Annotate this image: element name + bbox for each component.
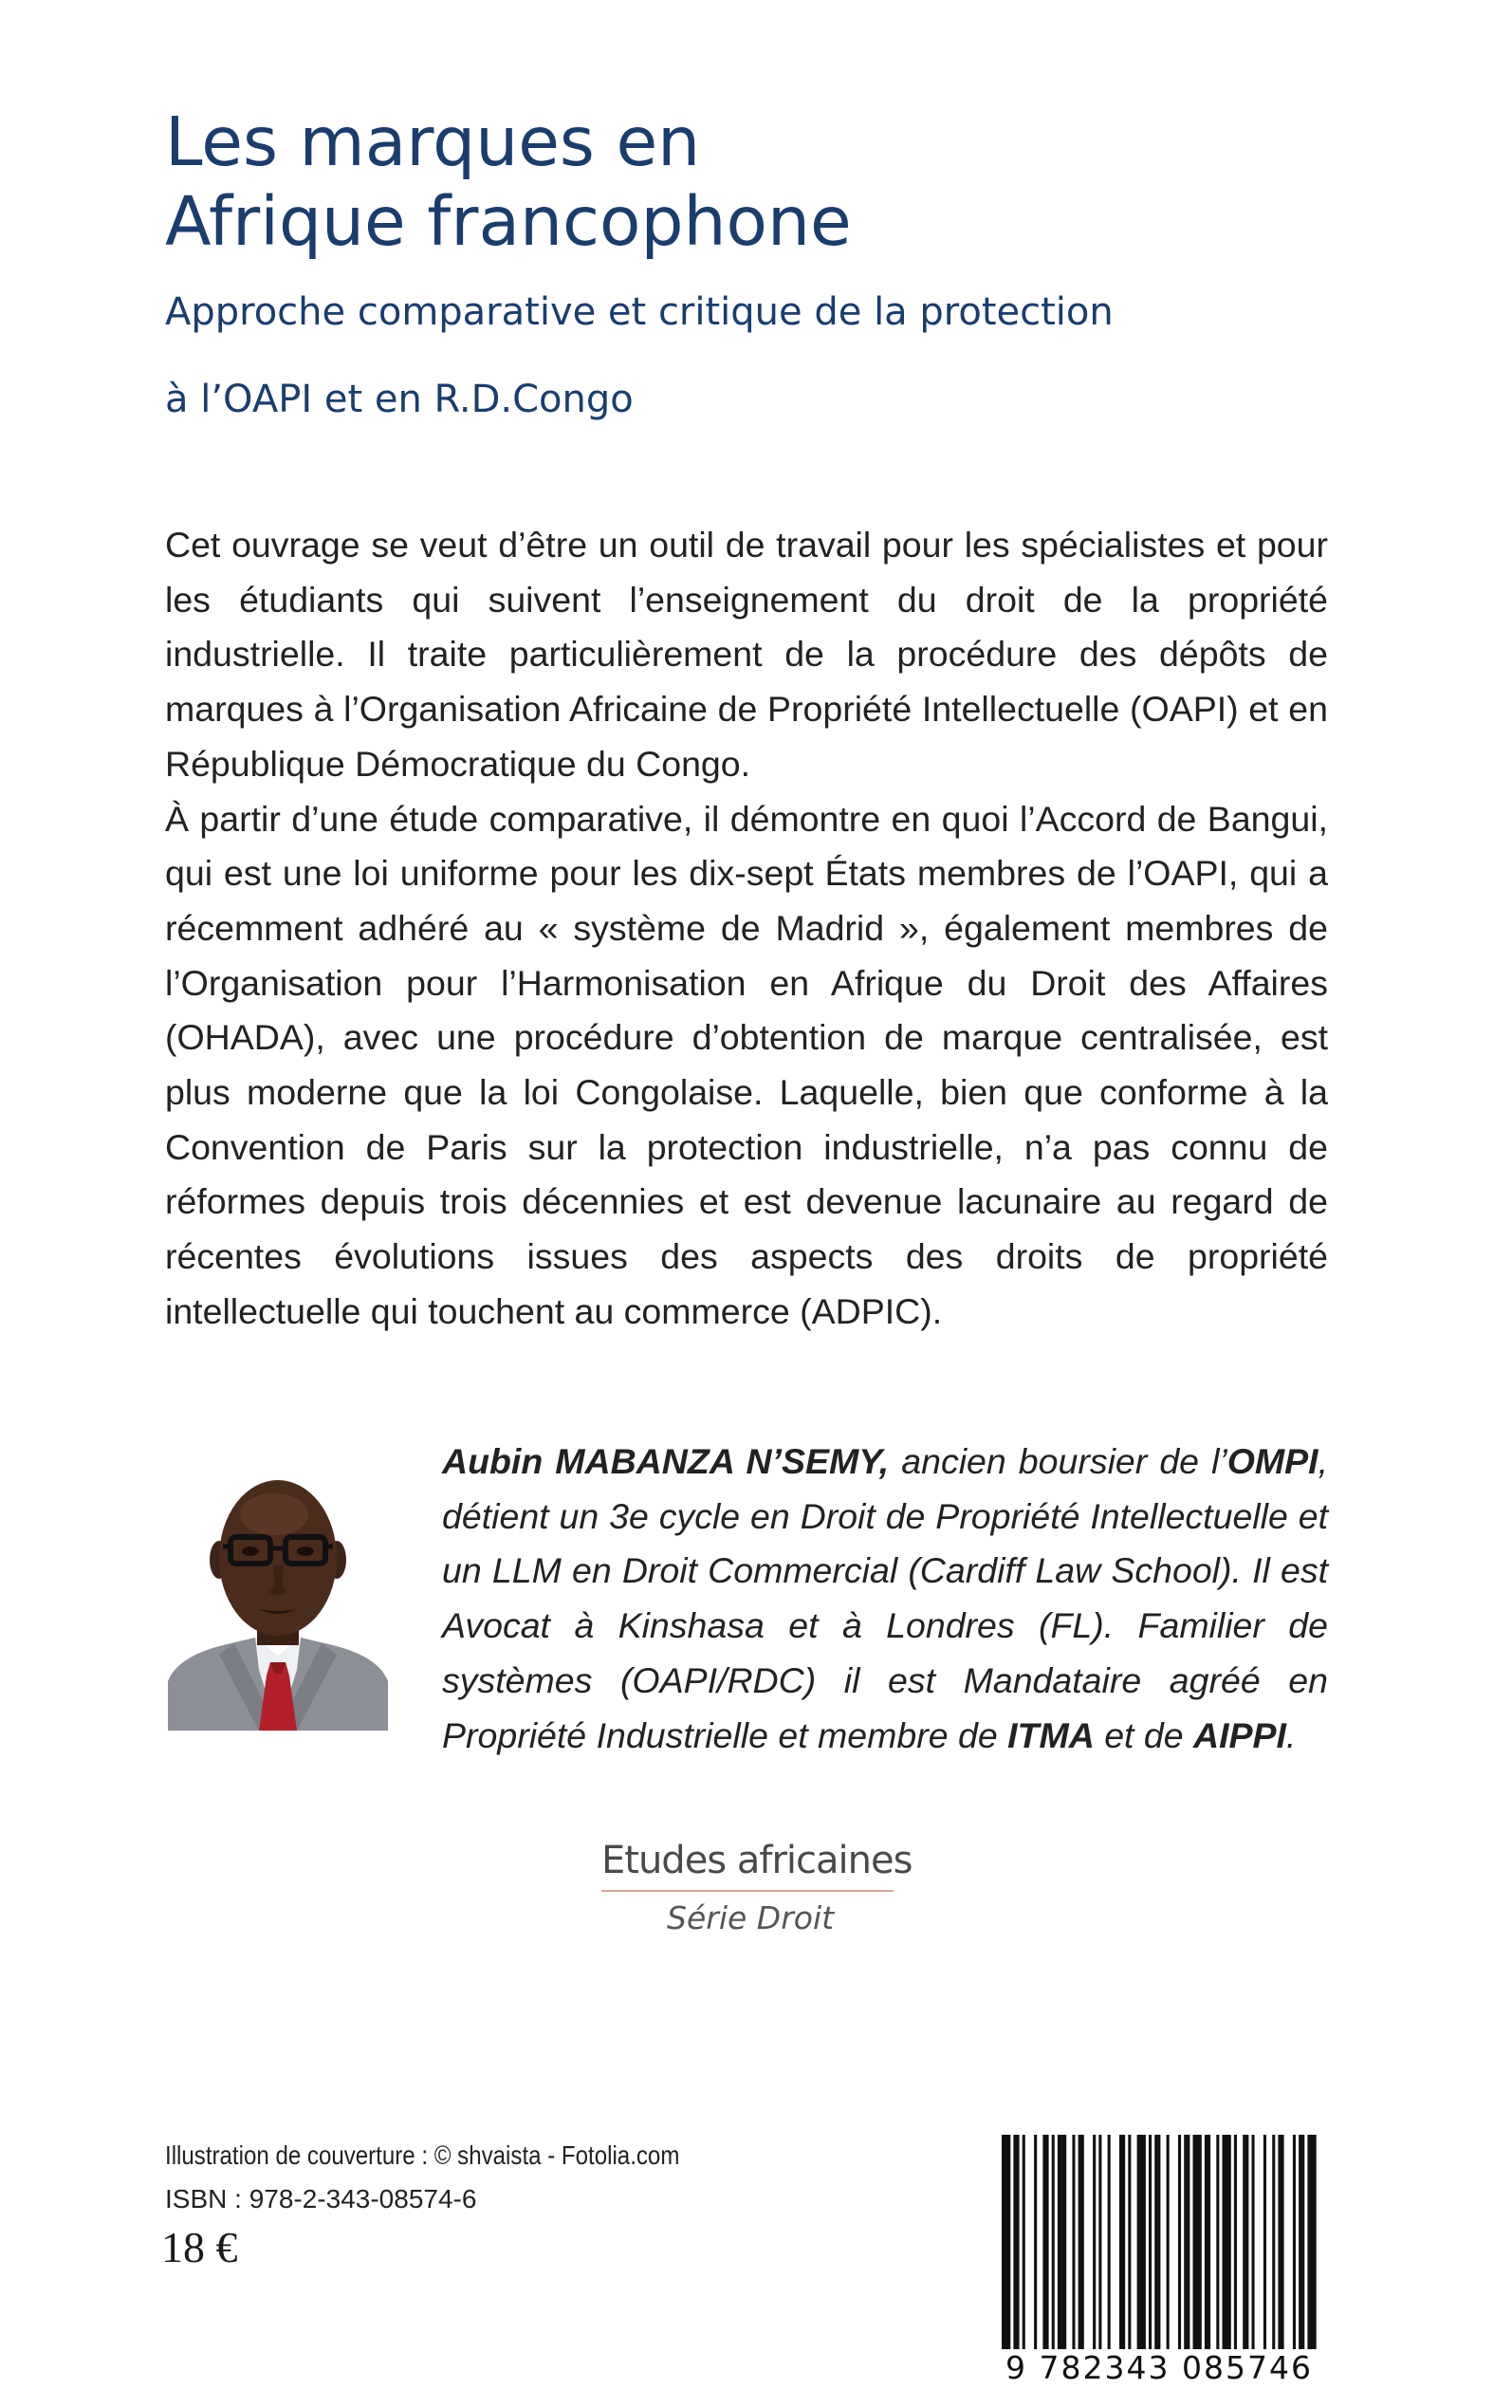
- collection-name: Etudes africaines: [601, 1839, 913, 1882]
- barcode: [994, 2135, 1324, 2355]
- summary-paragraph-2: À partir d’une étude comparative, il démontre en quoi l’Accord de Bangui, qui est une loi uniforme pour les dix-sept États membres de l’OAPI, qui a récemment adhéré au « système de Madrid », également membres de l’Organisation pour l’Harmonisation en Afrique du Droit des Affaires (OHADA), avec une procédure d’obtention de marque centralisée, est plus moderne que la loi Congolaise. Laquelle, bien que conforme à la Convention de Paris sur la protection industrielle, n’a pas connu de réformes depuis trois décennies et est devenue lacunaire au regard de récentes évolutions issues des aspects des droits de propriété intellectuelle qui touchent au commerce (ADPIC).: [165, 798, 1328, 1331]
- author-bio-text-4: .: [1285, 1714, 1297, 1755]
- author-bio: [442, 1435, 1328, 1763]
- illustration-credit: Illustration de couverture : © shvaista - Fotolia.com: [165, 2140, 680, 2170]
- book-subtitle-line-2: à l’OAPI et en R.D.Congo: [165, 378, 634, 421]
- author-bio-text-1: ancien boursier de l’: [889, 1441, 1227, 1481]
- author-photo: [168, 1461, 388, 1731]
- book-subtitle-line-1: Approche comparative et critique de la protection: [165, 290, 1114, 334]
- author-org-ompi: OMPI: [1226, 1441, 1318, 1481]
- book-title-line-1: Les marques en: [165, 102, 701, 181]
- barcode-digits: 9 782343 085746: [1005, 2349, 1313, 2386]
- summary: [165, 518, 1328, 1340]
- book-title-line-2: Afrique francophone: [165, 182, 852, 261]
- isbn: ISBN : 978-2-343-08574-6: [165, 2184, 477, 2214]
- author-org-itma: ITMA: [1007, 1714, 1095, 1755]
- author-bio-text-2: , détient un 3e cycle en Droit de Propriété Intellectuelle et un LLM en Droit Commercial (Cardiff Law School). Il est Avocat à Kinshasa et à Londres (FL). Familier de systèmes (OAPI/RDC) il est Mandataire agréé en Propriété Industrielle et membre de: [442, 1441, 1328, 1755]
- collection-divider: [601, 1890, 894, 1892]
- book-title: [165, 102, 1351, 262]
- collection-series: Série Droit: [667, 1899, 835, 1936]
- price: 18 €: [161, 2223, 238, 2271]
- author-name: Aubin MABANZA N’SEMY,: [442, 1441, 890, 1481]
- summary-paragraph-1: Cet ouvrage se veut d’être un outil de travail pour les spécialistes et pour les étudiants qui suivent l’enseignement du droit de la propriété industrielle. Il traite particulièrement de la procédure des dépôts de marques à l’Organisation Africaine de Propriété Intellectuelle (OAPI) et en République Démocratique du Congo.: [165, 525, 1328, 784]
- author-org-aippi: AIPPI: [1193, 1714, 1286, 1755]
- author-bio-text-3: et de: [1094, 1714, 1194, 1755]
